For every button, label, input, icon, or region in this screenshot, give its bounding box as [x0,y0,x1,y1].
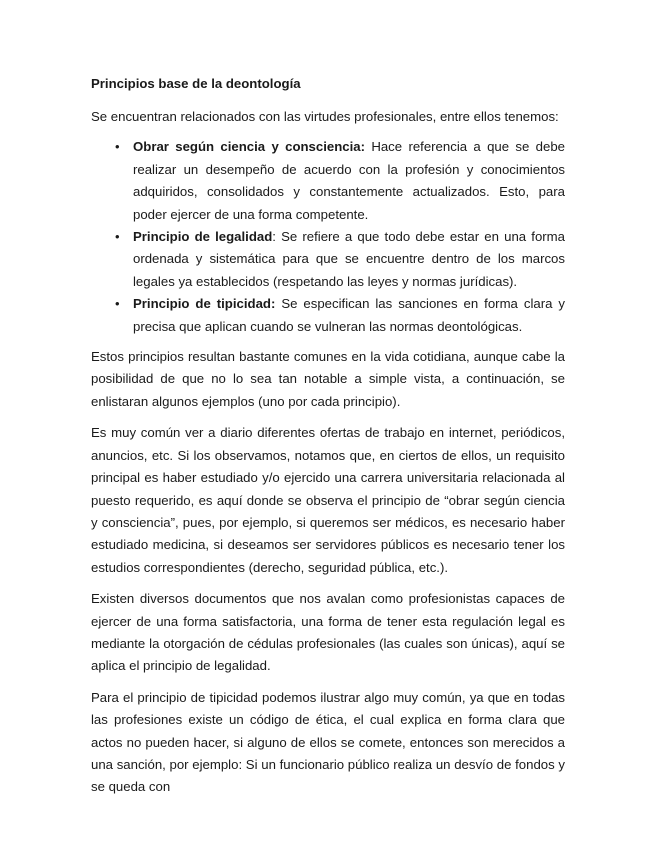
bullet-term: Principio de tipicidad: [133,296,276,312]
paragraph-legal-documents: Existen diversos documentos que nos avalan como profesionistas capaces de ejercer de una forma satisfactoria, una forma de tener esta regulación legal es mediante la otorgación de cédulas profesionales (las cuales son únicas), aquí se aplica el principio de legalidad. [91,591,565,674]
bullet-term: Principio de legalidad [133,229,273,245]
list-item-ciencia-consciencia [91,136,565,226]
paragraph-job-offers: Es muy común ver a diario diferentes ofertas de trabajo en internet, periódicos, anuncios, etc. Si los observamos, notamos que, en ciertos de ellos, un requisito principal es haber estudiado y/o ejercido una carrera universitaria relacionada al puesto requerido, es aquí donde se observa el principio de “obrar según ciencia y consciencia”, pues, por ejemplo, si queremos ser médicos, es necesario haber estudiado medicina, si deseamos ser servidores públicos es necesario tener los estudios correspondientes (derecho, seguridad pública, etc.). [91,425,565,575]
bullet-text: : Se refiere a que todo debe estar en una forma ordenada y sistemática para que se encuentre dentro de los marcos legales ya establecidos (respetando las leyes y normas jurídicas). [133,229,565,289]
section-heading: Principios base de la deontología [91,76,301,91]
bullet-icon: • [115,139,120,155]
list-item-tipicidad [91,293,565,338]
bullet-term: Obrar según ciencia y consciencia: [133,139,365,155]
intro-paragraph: Se encuentran relacionados con las virtudes profesionales, entre ellos tenemos: [91,109,559,124]
principles-list [91,136,565,338]
paragraph-everyday-principles: Estos principios resultan bastante comunes en la vida cotidiana, aunque cabe la posibilidad de que no lo sea tan notable a simple vista, a continuación, se enlistaran algunos ejemplos (uno por cada principio). [91,349,565,409]
list-item-legalidad [91,226,565,293]
bullet-icon: • [115,229,120,245]
bullet-text: Se especifican las sanciones en forma clara y precisa que aplican cuando se vulneran las normas deontológicas. [133,296,565,334]
bullet-text: Hace referencia a que se debe realizar un desempeño de acuerdo con la profesión y conocimientos adquiridos, consolidados y constantemente actualizados. Esto, para poder ejercer de una forma competente. [133,139,565,222]
document-page [91,73,565,808]
bullet-icon: • [115,296,120,312]
paragraph-tipicidad-example: Para el principio de tipicidad podemos ilustrar algo muy común, ya que en todas las profesiones existe un código de ética, el cual explica en forma clara que actos no pueden hacer, si alguno de ellos se comete, entonces son merecidos a una sanción, por ejemplo: Si un funcionario público realiza un desvío de fondos y se queda con [91,689,565,795]
